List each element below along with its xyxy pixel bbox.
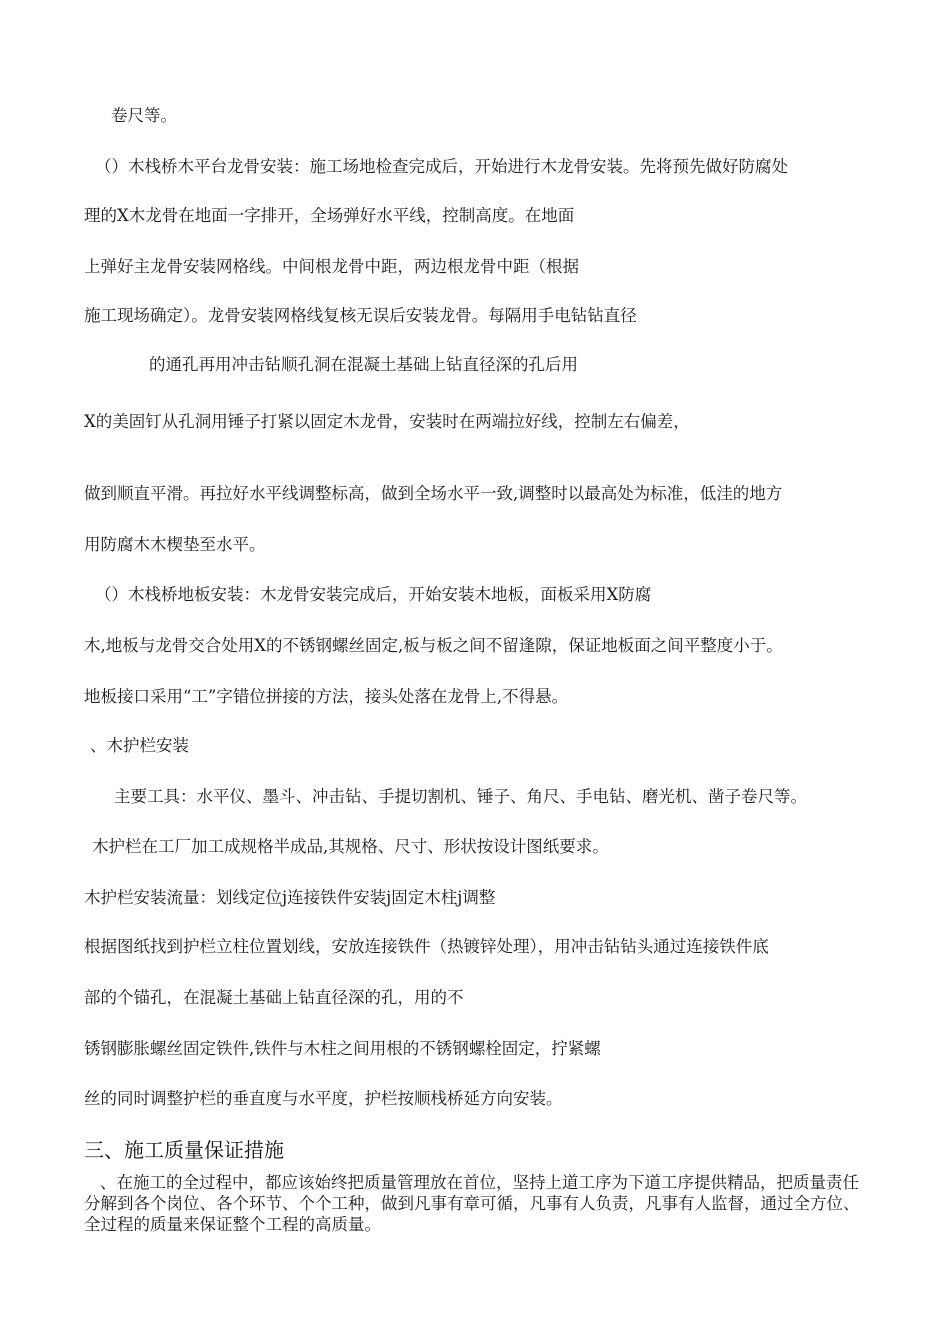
text-line: 部的个锚孔，在混凝土基础上钻直径深的孔，用的不 [84,988,464,1007]
text-line: 的通孔再用冲击钻顺孔洞在混凝土基础上钻直径深的孔后用 [149,355,578,374]
text-line: 主要工具：水平仪、墨斗、冲击钻、手提切割机、锤子、角尺、手电钻、磨光机、凿子卷尺等。 [114,787,807,806]
section-heading: 三、施工质量保证措施 [84,1138,284,1162]
text-line: 丝的同时调整护栏的垂直度与水平度，护栏按顺栈桥延方向安装。 [84,1089,563,1108]
subsection-title: 、木护栏安装 [90,736,189,755]
section-paragraph: 、在施工的全过程中，都应该始终把质量管理放在首位，坚持上道工序为下道工序提供精品，把质量责任分解到各个岗位、各个环节、个个工种，做到凡事有章可循，凡事有人负责，凡事有人监督，通过全方位、全过程的质量来保证整个工程的高质量。 [84,1173,860,1234]
text-line: 锈钢膨胀螺丝固定铁件,铁件与木柱之间用根的不锈钢螺栓固定，拧紧螺 [84,1039,601,1058]
text-line: 卷尺等。 [111,106,177,125]
text-line: 理的X木龙骨在地面一字排开，全场弹好水平线，控制高度。在地面 [84,206,575,225]
text-line: （）木栈桥地板安装：木龙骨安装完成后，开始安装木地板，面板采用X防腐 [95,585,652,604]
text-line: 施工现场确定）。龙骨安装网格线复核无误后安装龙骨。每隔用手电钻钻直径 [84,306,637,325]
text-line: X的美固钉从孔洞用锤子打紧以固定木龙骨，安装时在两端拉好线，控制左右偏差， [84,412,690,431]
text-line: 根据图纸找到护栏立柱位置划线，安放连接铁件（热镀锌处理），用冲击钻钻头通过连接铁件底 [84,937,769,956]
text-line: 上弹好主龙骨安装网格线。中间根龙骨中距，两边根龙骨中距（根据 [84,257,579,276]
text-line: 木护栏在工厂加工成规格半成品,其规格、尺寸、形状按设计图纸要求。 [92,837,609,856]
text-line: （）木栈桥木平台龙骨安装：施工场地检查完成后，开始进行木龙骨安装。先将预先做好防腐处 [95,157,788,176]
text-line: 用防腐木木楔垫至水平。 [84,535,266,554]
text-line: 地板接口采用“工”字错位拼接的方法，接头处落在龙骨上,不得悬。 [84,687,569,706]
text-line: 木护栏安装流量：划线定位j连接铁件安装j固定木柱j调整 [84,888,496,907]
text-line: 做到顺直平滑。再拉好水平线调整标高，做到全场水平一致,调整时以最高处为标准，低洼的地方 [84,484,783,503]
text-line: 木,地板与龙骨交合处用X的不锈钢螺丝固定,板与板之间不留逢隙，保证地板面之间平整度小于。 [84,636,783,655]
